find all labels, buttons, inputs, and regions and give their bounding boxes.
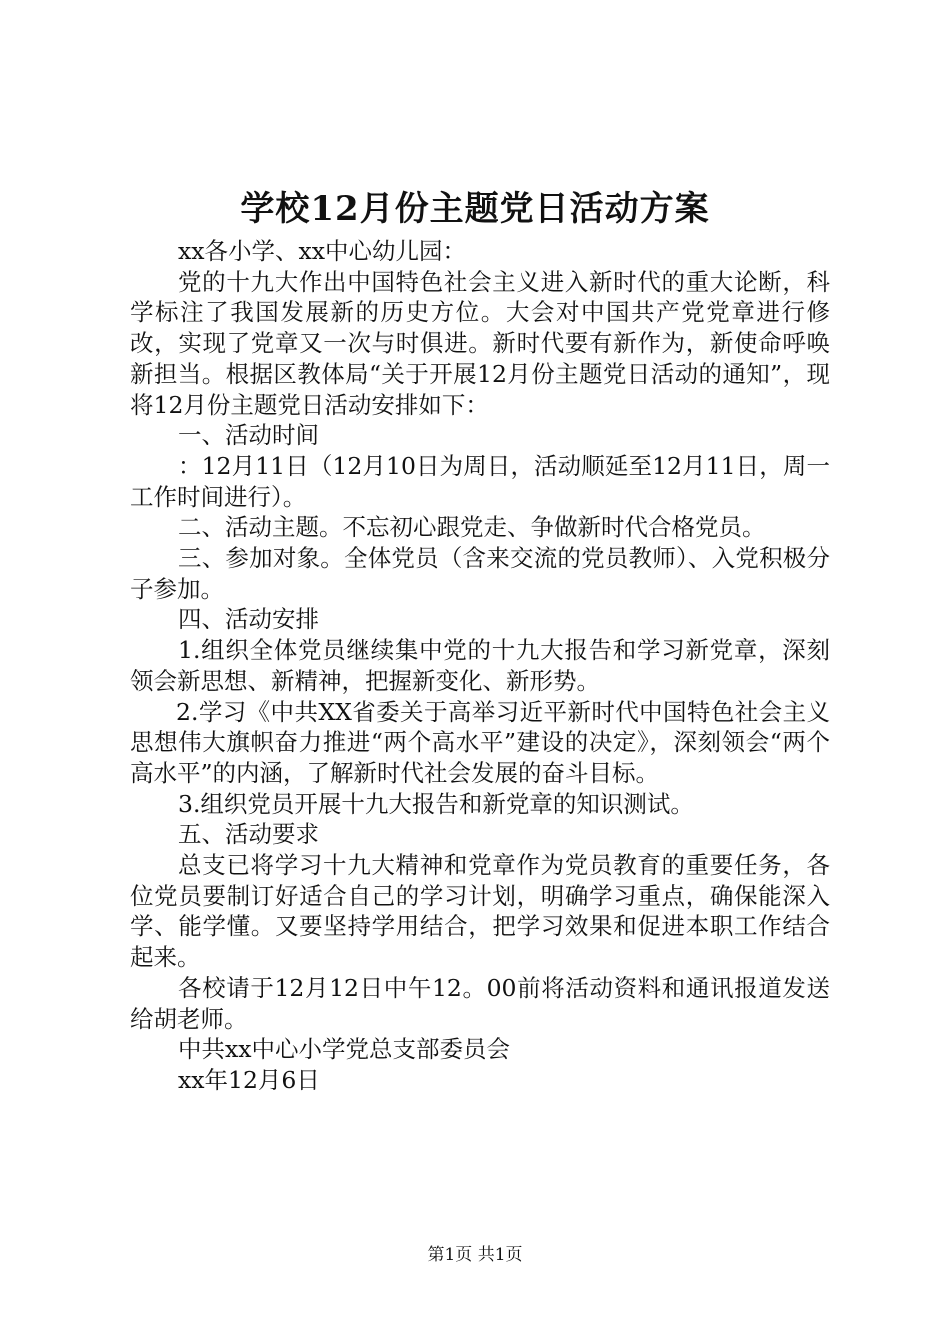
submission-text: 各校请于12月12日中午12。00前将活动资料和通讯报道发送给胡老师。 — [130, 973, 830, 1033]
page-number-footer: 第1页 共1页 — [427, 1245, 523, 1265]
section-heading-time: 一、活动时间 — [178, 421, 319, 450]
intro-paragraph: 党的十九大作出中国特色社会主义进入新时代的重大论断，科学标注了我国发展新的历史方位。大会对中国共产党党章进行修改，实现了党章又一次与时俱进。新时代要有新作为，新使命呼唤新担当。根据区教体局“关于开展12月份主题党日活动的通知”，现将12月份主题党日活动安排如下： — [130, 267, 830, 419]
section-heading-arrangement: 四、活动安排 — [178, 605, 319, 634]
document-body — [130, 236, 830, 1096]
signature-organization: 中共xx中心小学党总支部委员会 — [178, 1035, 511, 1064]
arrangement-item-3: 3.组织党员开展十九大报告和新党章的知识测试。 — [178, 789, 694, 818]
signature-date: xx年12月6日 — [178, 1065, 320, 1094]
salutation: xx各小学、xx中心幼儿园： — [178, 237, 467, 265]
document-title: 学校12月份主题党日活动方案 — [240, 189, 710, 229]
participants-text: 三、参加对象。全体党员（含来交流的党员教师）、入党积极分子参加。 — [130, 544, 830, 603]
activity-theme-text: 二、活动主题。不忘初心跟党走、争做新时代合格党员。 — [178, 513, 766, 542]
requirements-text: 总支已将学习十九大精神和党章作为党员教育的重要任务，各位党员要制订好适合自己的学习计划，明确学习重点，确保能深入学、能学懂。又要坚持学用结合，把学习效果和促进本职工作结合起来。 — [130, 851, 830, 972]
activity-time-text: ：12月11日（12月10日为周日，活动顺延至12月11日，周一工作时间进行）。 — [130, 451, 830, 511]
arrangement-item-1: 1.组织全体党员继续集中党的十九大报告和学习新党章，深刻领会新思想、新精神，把握新变化、新形势。 — [130, 636, 830, 695]
section-heading-requirements: 五、活动要求 — [178, 820, 319, 849]
arrangement-item-2: 2.学习《中共XX省委关于高举习近平新时代中国特色社会主义思想伟大旗帜奋力推进“两个高水平”建设的决定》，深刻领会“两个高水平”的内涵，了解新时代社会发展的奋斗目标。 — [130, 697, 830, 787]
